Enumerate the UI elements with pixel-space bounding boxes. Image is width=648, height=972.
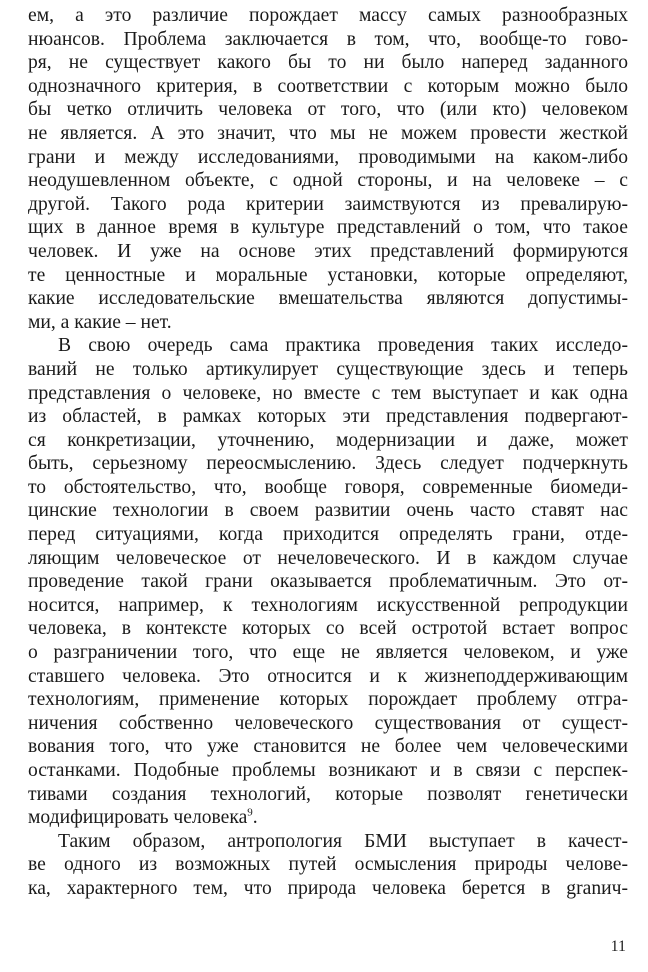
text-line: неодушевленном объекте, с одной стороны, и на человеке – с bbox=[28, 170, 628, 192]
text-line: другой. Такого рода критерии заимствуются из превалирую- bbox=[28, 193, 628, 215]
text-line: о разграничении того, что еще не является человеком, и уже bbox=[28, 642, 628, 664]
text-line: ставшего человека. Это относится и к жизнеподдерживающим bbox=[28, 665, 628, 687]
text-line: щих в данное время в культуре представлений о том, что такое bbox=[28, 217, 628, 239]
text-line: тивами создания технологий, которые позволят генетически bbox=[28, 783, 628, 805]
page-number: 11 bbox=[610, 938, 626, 955]
text-line: В свою очередь сама практика проведения таких исследо- bbox=[58, 335, 628, 357]
text-line: грани и между исследованиями, проводимыми на каком-либо bbox=[28, 146, 628, 168]
text-line: ем, а это различие порождает массу самых разнообразных bbox=[28, 5, 628, 26]
text-line-tail: . bbox=[252, 807, 258, 829]
text-line: ми, а какие – нет. bbox=[28, 311, 172, 333]
text-line: технологиям, применение которых порождает проблему отгра- bbox=[28, 689, 628, 711]
text-line: цинские технологии в своем развитии очень часто ставят нас bbox=[28, 500, 628, 522]
text-line: носится, например, к технологиям искусственной репродукции bbox=[28, 594, 628, 616]
footnote-marker[interactable]: 9 bbox=[247, 806, 253, 819]
text-line: ся конкретизации, уточнению, модернизации и даже, может bbox=[28, 429, 628, 451]
text-line: бы четко отличить человека от того, что (или кто) человеком bbox=[28, 99, 628, 121]
text-line: однозначного критерия, в соответствии с которым можно было bbox=[28, 75, 628, 97]
text-line: быть, серьезному переосмыслению. Здесь следует подчеркнуть bbox=[28, 453, 628, 475]
text-line: представления о человеке, но вместе с тем выступает и как одна bbox=[28, 382, 628, 404]
text-line-content: модифицировать человека bbox=[28, 807, 248, 829]
text-line: ляющим человеческое от нечеловеческого. И в каждом случае bbox=[28, 547, 628, 569]
text-line: человек. И уже на основе этих представлений формируются bbox=[28, 240, 628, 262]
text-line-with-footnote bbox=[28, 806, 628, 830]
text-line: не является. А это значит, что мы не можем провести жесткой bbox=[28, 122, 628, 144]
text-line: человека, в контексте которых со всей остротой встает вопрос bbox=[28, 618, 628, 640]
page-body-text bbox=[28, 4, 628, 901]
text-line: ка, характерного тем, что природа человека берется в granич- bbox=[28, 877, 628, 899]
text-line: Таким образом, антропология БМИ выступает в качест- bbox=[58, 830, 628, 852]
text-line: вования того, что уже становится не более чем человеческими bbox=[28, 736, 628, 758]
text-line: нюансов. Проблема заключается в том, что, вообще-то гово- bbox=[28, 28, 628, 50]
text-line: проведение такой грани оказывается проблематичным. Это от- bbox=[28, 571, 628, 593]
text-line: ря, не существует какого бы то ни было наперед заданного bbox=[28, 52, 628, 74]
text-line: перед ситуациями, когда приходится определять грани, отде- bbox=[28, 524, 628, 546]
text-line: то обстоятельство, что, вообще говоря, современные биомеди- bbox=[28, 476, 628, 498]
text-line: ничения собственно человеческого существования от сущест- bbox=[28, 712, 628, 734]
text-line: ве одного из возможных путей осмысления природы челове- bbox=[28, 854, 628, 876]
text-line: какие исследовательские вмешательства являются допустимы- bbox=[28, 288, 628, 310]
text-line: из областей, в рамках которых эти представления подвергают- bbox=[28, 406, 628, 428]
text-line: ваний не только артикулирует существующие здесь и теперь bbox=[28, 358, 628, 380]
text-line: останками. Подобные проблемы возникают и в связи с перспек- bbox=[28, 760, 628, 781]
text-line: те ценностные и моральные установки, которые определяют, bbox=[28, 264, 628, 286]
